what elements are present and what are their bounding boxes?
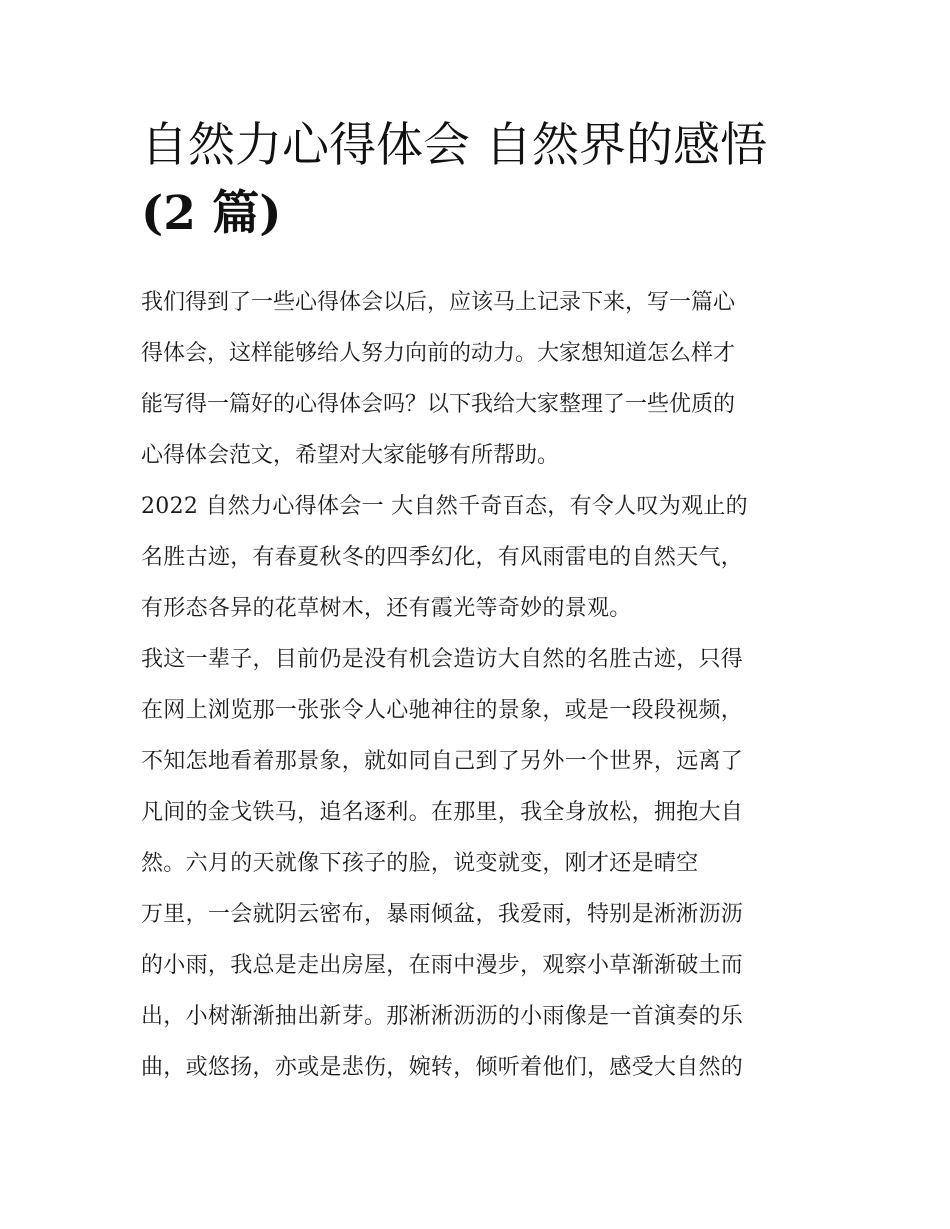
title-line-2: (2 篇) (141, 186, 282, 241)
text-line: 2022 自然力心得体会一 大自然千奇百态，有令人叹为观止的 (141, 494, 748, 519)
title-line-1: 自然力心得体会 自然界的感悟 (141, 118, 767, 173)
text-line: 我们得到了一些心得体会以后，应该马上记录下来，写一篇心 (141, 290, 736, 315)
text-line: 出，小树渐渐抽出新芽。那淅淅沥沥的小雨像是一首演奏的乐 (141, 1004, 744, 1029)
text-line: 凡间的金戈铁马，追名逐利。在那里，我全身放松，拥抱大自 (141, 800, 744, 825)
document-body (141, 277, 821, 1093)
text-line: 能写得一篇好的心得体会吗？以下我给大家整理了一些优质的 (141, 392, 736, 417)
text-line: 不知怎地看着那景象，就如同自己到了另外一个世界，远离了 (141, 749, 744, 774)
text-line: 曲，或悠扬，亦或是悲伤，婉转，倾听着他们，感受大自然的 (141, 1055, 744, 1080)
text-line: 我这一辈子，目前仍是没有机会造访大自然的名胜古迹，只得 (141, 647, 744, 672)
text-line: 名胜古迹，有春夏秋冬的四季幻化，有风雨雷电的自然天气， (141, 545, 744, 570)
paragraph-essay-one-opening (141, 481, 821, 634)
text-line: 有形态各异的花草树木，还有霞光等奇妙的景观。 (141, 596, 632, 621)
document-title (141, 112, 821, 248)
text-line: 得体会，这样能够给人努力向前的动力。大家想知道怎么样才 (141, 341, 736, 366)
text-line: 然。六月的天就像下孩子的脸，说变就变，刚才还是晴空 (141, 851, 699, 876)
text-line: 的小雨，我总是走出房屋，在雨中漫步，观察小草渐渐破土而 (141, 953, 744, 978)
paragraph-intro (141, 277, 821, 481)
text-line: 在网上浏览那一张张令人心驰神往的景象，或是一段段视频， (141, 698, 744, 723)
text-line: 万里，一会就阴云密布，暴雨倾盆，我爱雨，特别是淅淅沥沥 (141, 902, 744, 927)
text-line: 心得体会范文，希望对大家能够有所帮助。 (141, 443, 560, 468)
paragraph-essay-one-body (141, 634, 821, 1093)
